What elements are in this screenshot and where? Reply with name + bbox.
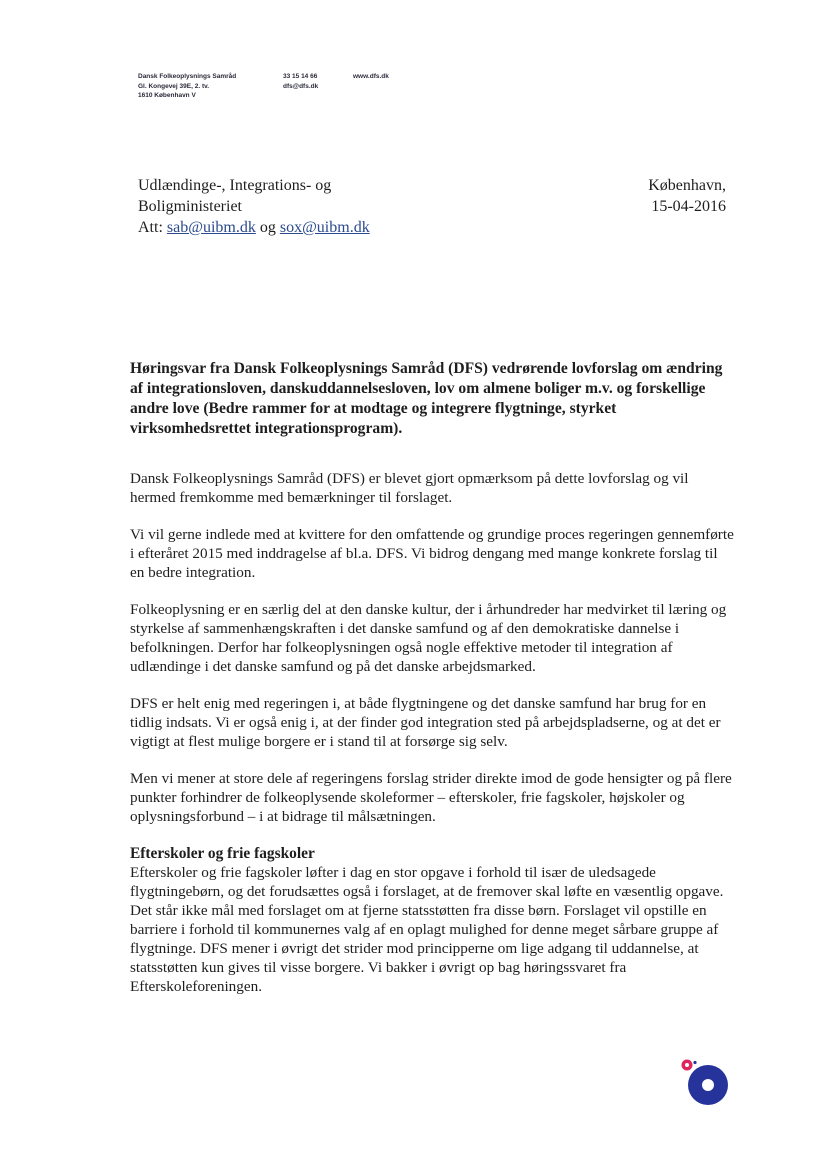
- recipient-line: Udlændinge-, Integrations- og: [138, 177, 332, 194]
- date: 15-04-2016: [651, 198, 726, 215]
- body-paragraph: Vi vil gerne indlede med at kvittere for den omfattende og grundige proces regeringen gennemførte i efteråret 2015 med inddragelse af bl.a. DFS. Vi bidrog dengang med mange konkrete forslag til en bedre integration.: [130, 526, 734, 581]
- logo-red-dot-center: [685, 1063, 689, 1067]
- letter-body: [130, 469, 734, 1014]
- att-label: Att:: [138, 219, 163, 236]
- letterhead-address: [138, 72, 236, 101]
- section-paragraph: Efterskoler og frie fagskoler løfter i dag en stor opgave i forhold til især de uledsagede flygtningebørn, og det forudsættes også i forslaget, at de fremover skal løfte en væsentlig opgave. Det står ikke mål med forslaget om at fjerne statsstøtten fra disse børn. Forslaget vil opstille en barriere i forhold til kommunernes valg af en oplagt mulighed for denne meget sårbare gruppe af flygtninge. DFS mener i øvrigt det strider mod principperne om lige adgang til uddannelse, at statsstøtten kun gives til visse borgere. Vi bakker i øvrigt op bag høringssvaret fra Efterskoleforeningen.: [130, 864, 724, 995]
- body-paragraph: Folkeoplysning er en særlig del at den danske kultur, der i århundreder har medvirket til læring og styrkelse af sammenhængskraften i det danske samfund og af den demokratiske dannelse i befolkningen. Derfor har folkeoplysningen også nogle effektive metoder til integration af udlændinge i det danske samfund og på det danske arbejdsmarked.: [130, 601, 727, 675]
- recipient-email-link[interactable]: sab@uibm.dk: [166, 219, 256, 236]
- website: www.dfs.dk: [353, 73, 389, 80]
- org-name: Dansk Folkeoplysnings Samråd: [138, 73, 237, 80]
- place-date-block: [648, 175, 726, 217]
- recipient-block: [138, 175, 370, 238]
- org-email: dfs@dfs.dk: [283, 82, 319, 90]
- address-line: Gl. Kongevej 39E, 2. tv.: [138, 82, 210, 90]
- document-title: Høringsvar fra Dansk Folkeoplysnings Samråd (DFS) vedrørende lovforslag om ændring af integrationsloven, danskuddannelsesloven, lov om almene boliger m.v. og forskellige andre love (Bedre rammer for at modtage og integrere flygtninge, styrket virksomhedsrettet integrationsprogram).: [130, 360, 723, 437]
- logo-inner-dot: [702, 1079, 714, 1091]
- recipient-email-link[interactable]: sox@uibm.dk: [279, 219, 370, 236]
- body-paragraph: Dansk Folkeoplysnings Samråd (DFS) er blevet gjort opmærksom på dette lovforslag og vil hermed fremkomme med bemærkninger til forslaget.: [130, 470, 689, 506]
- letterhead-web: [353, 72, 389, 82]
- place: København,: [648, 177, 726, 194]
- section-heading: Efterskoler og frie fagskoler: [130, 845, 315, 862]
- dfs-logo-icon: [680, 1058, 732, 1110]
- body-paragraph: DFS er helt enig med regeringen i, at både flygtningene og det danske samfund har brug for en tidlig indsats. Vi er også enig i, at der finder god integration sted på arbejdspladserne, og at det er vigtigt at flest mulige borgere er i stand til at forsørge sig selv.: [130, 695, 721, 750]
- connector-text: og: [259, 219, 276, 236]
- attention-line: [138, 217, 370, 238]
- address-line: 1610 København V: [138, 92, 196, 99]
- letterhead-contact: [283, 72, 318, 91]
- recipient-line: Boligministeriet: [138, 198, 242, 215]
- logo-small-dot: [693, 1061, 696, 1064]
- phone-number: 33 15 14 66: [283, 73, 318, 80]
- body-paragraph: Men vi mener at store dele af regeringens forslag strider direkte imod de gode hensigter og på flere punkter forhindrer de folkeoplysende skoleformer – efterskoler, frie fagskoler, højskoler og oplysningsforbund – i at bidrage til målsætningen.: [130, 770, 732, 825]
